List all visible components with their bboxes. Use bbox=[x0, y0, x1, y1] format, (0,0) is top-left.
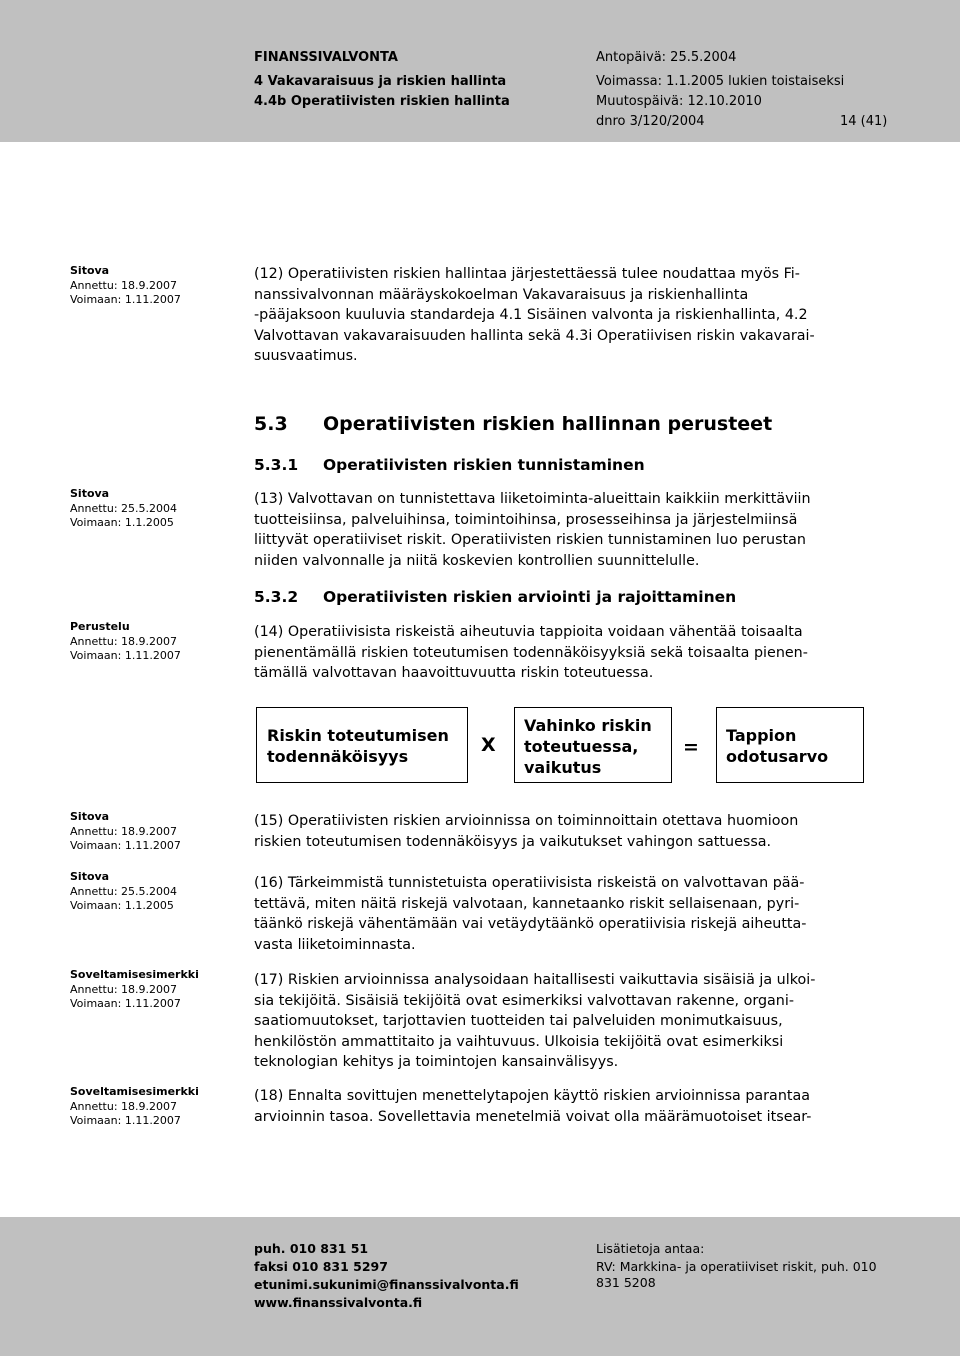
text-line: tämällä valvottavan haavoittuvuutta riskin toteutuessa. bbox=[254, 665, 654, 682]
note-effective: Voimaan: 1.1.2005 bbox=[70, 899, 174, 912]
paragraph-17 bbox=[254, 970, 894, 1073]
note-given: Annettu: 18.9.2007 bbox=[70, 824, 178, 838]
box-line: vaikutus bbox=[524, 758, 602, 777]
footer-website: www.finanssivalvonta.fi bbox=[254, 1295, 423, 1310]
equals-sign: = bbox=[683, 736, 699, 758]
subsection-title: Operatiivisten riskien tunnistaminen bbox=[323, 456, 645, 474]
footer-contact-line: RV: Markkina- ja operatiiviset riskit, puh. 010 bbox=[596, 1259, 877, 1274]
header-subchapter: 4.4b Operatiivisten riskien hallinta bbox=[254, 94, 510, 109]
note-status: Perustelu bbox=[70, 620, 130, 633]
paragraph-18 bbox=[254, 1086, 894, 1127]
probability-box bbox=[256, 707, 468, 783]
note-given: Annettu: 18.9.2007 bbox=[70, 278, 178, 292]
footer-email: etunimi.sukunimi@finanssivalvonta.fi bbox=[254, 1277, 519, 1292]
header-modified-date: Muutospäivä: 12.10.2010 bbox=[596, 94, 762, 109]
text-line: saatiomuutokset, tarjottavien tuotteiden tai palveluiden monimutkaisuus, bbox=[254, 1013, 783, 1030]
footer-contact-phone: 831 5208 bbox=[596, 1275, 656, 1290]
note-effective: Voimaan: 1.11.2007 bbox=[70, 293, 181, 306]
box-line: todennäköisyys bbox=[267, 747, 409, 766]
paragraph-16 bbox=[254, 873, 894, 955]
text-line: liittyvät operatiiviset riskit. Operatiivisten riskien tunnistaminen luo perustan bbox=[254, 532, 806, 549]
margin-note bbox=[70, 264, 181, 308]
page-header bbox=[0, 0, 960, 142]
margin-note bbox=[70, 1085, 199, 1129]
section-title: Operatiivisten riskien hallinnan perusteet bbox=[323, 413, 773, 435]
text-line: nanssivalvonnan määräyskokoelman Vakavaraisuus ja riskienhallinta bbox=[254, 286, 749, 303]
subsection-number: 5.3.2 bbox=[254, 588, 299, 606]
note-given: Annettu: 18.9.2007 bbox=[70, 1099, 178, 1113]
text-line: (17) Riskien arvioinnissa analysoidaan haitallisesti vaikuttavia sisäisiä ja ulkoi- bbox=[254, 972, 816, 988]
text-line: (18) Ennalta sovittujen menettelytapojen käyttö riskien arvioinnissa parantaa bbox=[254, 1088, 811, 1104]
header-given-date: Antopäivä: 25.5.2004 bbox=[596, 50, 737, 65]
note-given: Annettu: 25.5.2004 bbox=[70, 501, 178, 515]
text-line: täänkö riskejä vähentämään vai vetäydytäänkö operatiivisia riskejä aiheutta- bbox=[254, 916, 807, 933]
paragraph-14 bbox=[254, 622, 894, 684]
box-line: Riskin toteutumisen bbox=[267, 726, 449, 745]
note-status: Sitova bbox=[70, 264, 110, 277]
text-line: -pääjaksoon kuuluvia standardeja 4.1 Sisäinen valvonta ja riskienhallinta, 4.2 bbox=[254, 307, 808, 324]
note-effective: Voimaan: 1.11.2007 bbox=[70, 649, 181, 662]
text-line: vasta liiketoiminnasta. bbox=[254, 936, 416, 953]
box-line: odotusarvo bbox=[726, 747, 829, 766]
footer-phone: puh. 010 831 51 bbox=[254, 1241, 369, 1256]
paragraph-12 bbox=[254, 264, 894, 367]
footer-fax: faksi 010 831 5297 bbox=[254, 1259, 388, 1274]
text-line: (15) Operatiivisten riskien arvioinnissa on toiminnoittain otettava huomioon bbox=[254, 813, 799, 829]
multiply-sign: X bbox=[481, 734, 496, 756]
note-status: Sitova bbox=[70, 870, 110, 883]
note-status: Soveltamisesimerkki bbox=[70, 968, 199, 981]
note-effective: Voimaan: 1.11.2007 bbox=[70, 1114, 181, 1127]
text-line: teknologian kehitys ja toimintojen kansainvälisyys. bbox=[254, 1054, 619, 1071]
text-line: Valvottavan vakavaraisuuden hallinta sekä 4.3i Operatiivisen riskin vakavarai- bbox=[254, 327, 815, 344]
impact-box bbox=[514, 707, 672, 783]
header-chapter: 4 Vakavaraisuus ja riskien hallinta bbox=[254, 74, 507, 89]
header-dnro: dnro 3/120/2004 bbox=[596, 114, 705, 129]
note-status: Soveltamisesimerkki bbox=[70, 1085, 199, 1098]
expected-loss-box bbox=[716, 707, 864, 783]
text-line: henkilöstön ammattitaito ja vaihtuvuus. Ulkoisia tekijöitä ovat esimerkiksi bbox=[254, 1033, 784, 1050]
note-effective: Voimaan: 1.11.2007 bbox=[70, 839, 181, 852]
margin-note bbox=[70, 487, 177, 531]
text-line: tuotteisiinsa, palveluihinsa, toimintoihinsa, prosesseihinsa ja järjestelmiinsä bbox=[254, 511, 798, 528]
box-line: toteutuessa, bbox=[524, 737, 639, 756]
text-line: (13) Valvottavan on tunnistettava liiketoiminta-alueittain kaikkiin merkittäviin bbox=[254, 491, 811, 507]
text-line: pienentämällä riskien toteutumisen todennäköisyyksiä sekä toisaalta pienen- bbox=[254, 644, 808, 661]
margin-note bbox=[70, 968, 199, 1012]
text-line: niiden valvonnalle ja niitä koskevien kontrollien suunnittelulle. bbox=[254, 552, 700, 569]
paragraph-15 bbox=[254, 811, 894, 852]
text-line: (12) Operatiivisten riskien hallintaa järjestettäessä tulee noudattaa myös Fi- bbox=[254, 266, 800, 282]
text-line: suusvaatimus. bbox=[254, 348, 358, 365]
margin-note bbox=[70, 870, 177, 914]
note-given: Annettu: 25.5.2004 bbox=[70, 884, 178, 898]
header-page-number: 14 (41) bbox=[840, 114, 888, 129]
paragraph-13 bbox=[254, 489, 894, 571]
box-line: Vahinko riskin bbox=[524, 716, 652, 735]
text-line: (16) Tärkeimmistä tunnistetuista operatiivisista riskeistä on valvottavan pää- bbox=[254, 875, 805, 891]
box-line: Tappion bbox=[726, 726, 797, 745]
note-given: Annettu: 18.9.2007 bbox=[70, 634, 178, 648]
margin-note bbox=[70, 810, 181, 854]
note-status: Sitova bbox=[70, 810, 110, 823]
header-in-force: Voimassa: 1.1.2005 lukien toistaiseksi bbox=[596, 74, 845, 89]
note-effective: Voimaan: 1.11.2007 bbox=[70, 997, 181, 1010]
subsection-number: 5.3.1 bbox=[254, 456, 299, 474]
text-line: riskien toteutumisen todennäköisyys ja vaikutukset vahingon sattuessa. bbox=[254, 833, 772, 850]
note-effective: Voimaan: 1.1.2005 bbox=[70, 516, 174, 529]
note-status: Sitova bbox=[70, 487, 110, 500]
header-org: FINANSSIVALVONTA bbox=[254, 50, 398, 65]
text-line: (14) Operatiivisista riskeistä aiheutuvia tappioita voidaan vähentää toisaalta bbox=[254, 624, 803, 640]
text-line: sia tekijöitä. Sisäisiä tekijöitä ovat esimerkiksi valvottavan rakenne, organi- bbox=[254, 992, 794, 1009]
margin-note bbox=[70, 620, 181, 664]
subsection-title: Operatiivisten riskien arviointi ja rajoittaminen bbox=[323, 588, 737, 606]
text-line: arvioinnin tasoa. Sovellettavia menetelmiä voivat olla määrämuotoiset itsear- bbox=[254, 1108, 812, 1125]
text-line: tettävä, miten näitä riskejä valvotaan, kannetaanko riskit sellaisenaan, pyri- bbox=[254, 895, 800, 912]
footer-info-label: Lisätietoja antaa: bbox=[596, 1241, 705, 1256]
section-number: 5.3 bbox=[254, 413, 288, 435]
note-given: Annettu: 18.9.2007 bbox=[70, 982, 178, 996]
